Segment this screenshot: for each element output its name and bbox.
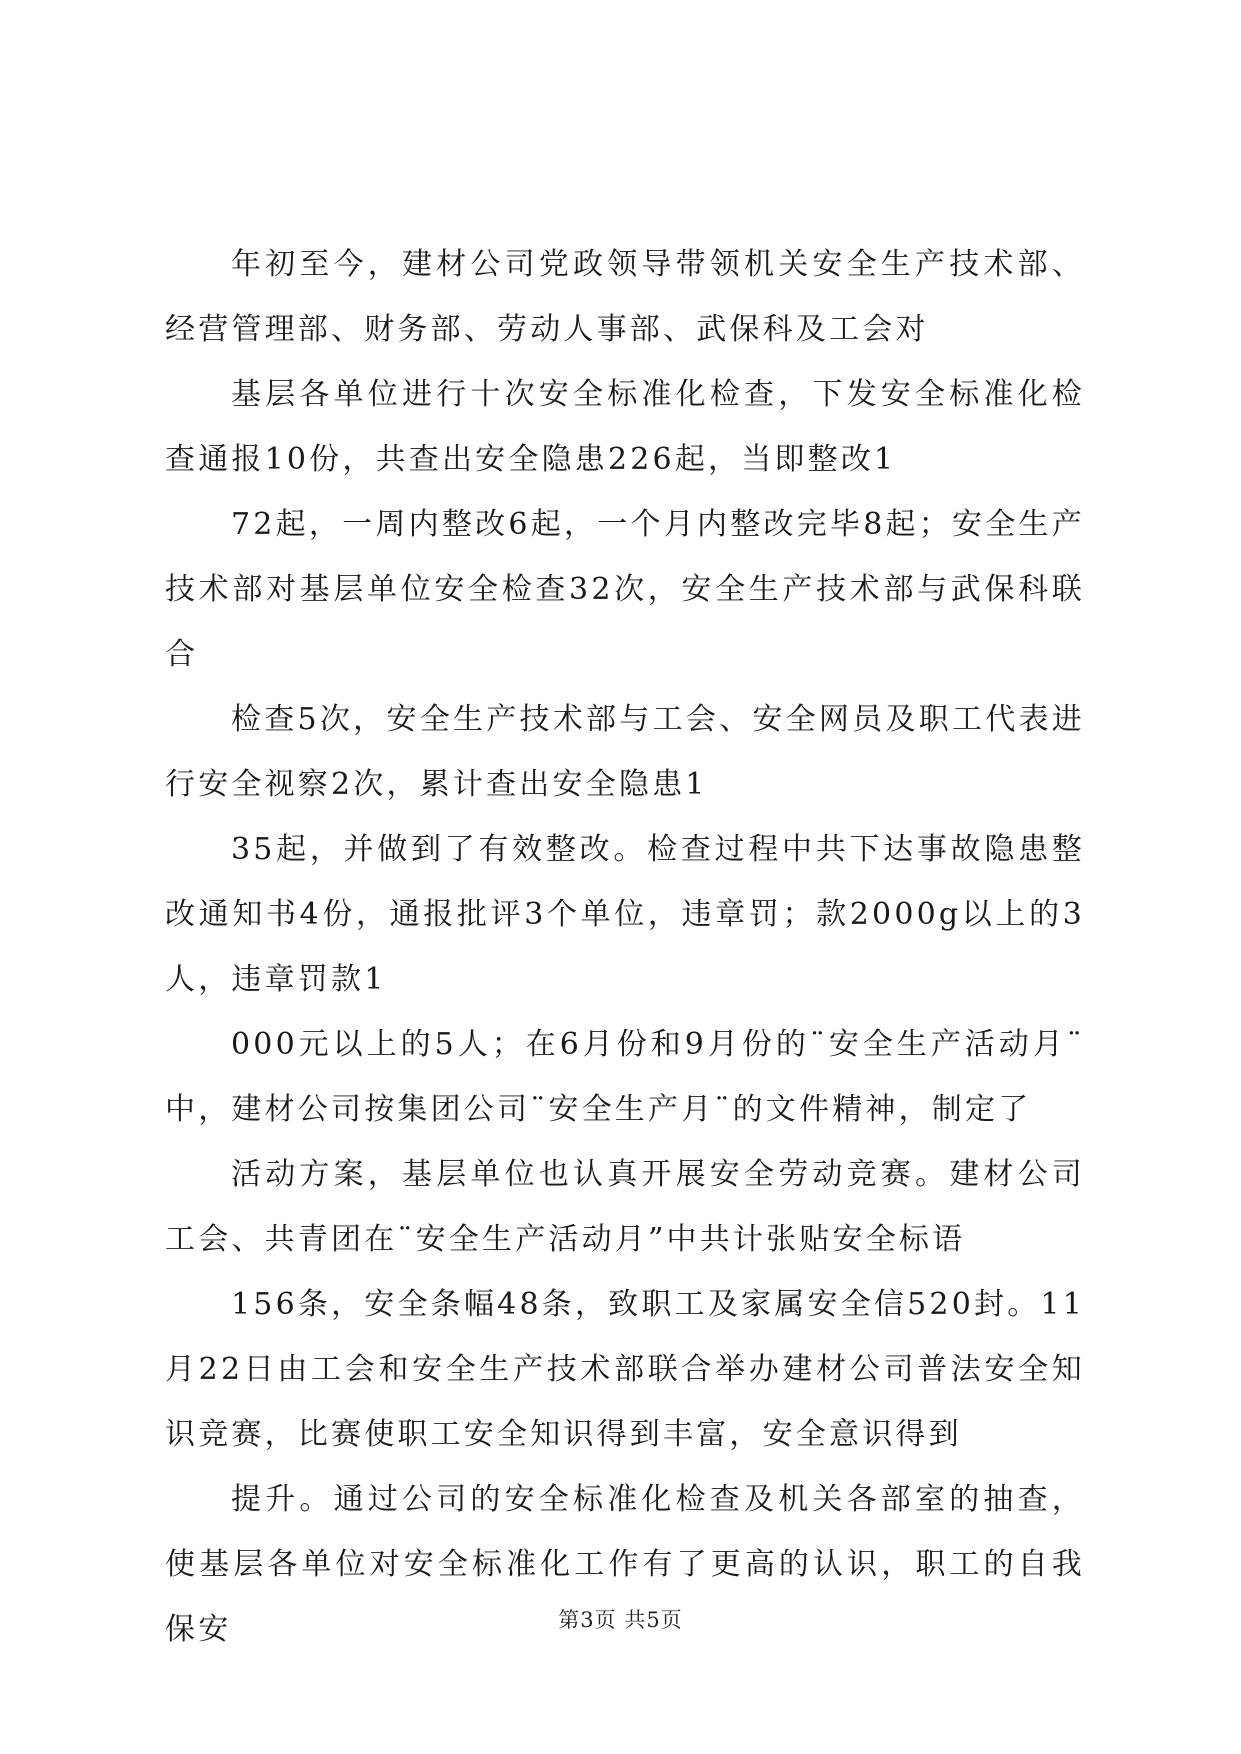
page-number-footer: 第3页 共5页 xyxy=(558,1608,683,1632)
paragraph: 000元以上的5人；在6月份和9月份的¨安全生产活动月¨中，建材公司按集团公司¨安全生产月¨的文件精神，制定了 xyxy=(165,1027,1085,1127)
paragraph: 156条，安全条幅48条，致职工及家属安全信520封。11月22日由工会和安全生产技术部联合举办建材公司普法安全知识竞赛，比赛使职工安全知识得到丰富，安全意识得到 xyxy=(165,1287,1085,1452)
paragraph: 年初至今，建材公司党政领导带领机关安全生产技术部、经营管理部、财务部、劳动人事部、武保科及工会对 xyxy=(165,247,1085,347)
paragraph: 35起，并做到了有效整改。检查过程中共下达事故隐患整改通知书4份，通报批评3个单位，违章罚；款2000g以上的3人，违章罚款1 xyxy=(165,832,1085,997)
paragraph: 检查5次，安全生产技术部与工会、安全网员及职工代表进行安全视察2次，累计查出安全隐患1 xyxy=(165,702,1085,802)
paragraph: 基层各单位进行十次安全标准化检查，下发安全标准化检查通报10份，共查出安全隐患226起，当即整改1 xyxy=(165,377,1085,477)
document-body xyxy=(165,232,1085,1662)
paragraph: 提升。通过公司的安全标准化检查及机关各部室的抽查，使基层各单位对安全标准化工作有了更高的认识，职工的自我保安 xyxy=(165,1482,1085,1647)
paragraph: 72起，一周内整改6起，一个月内整改完毕8起；安全生产技术部对基层单位安全检查32次，安全生产技术部与武保科联合 xyxy=(165,507,1085,672)
paragraph: 活动方案，基层单位也认真开展安全劳动竞赛。建材公司工会、共青团在¨安全生产活动月”中共计张贴安全标语 xyxy=(165,1157,1085,1257)
